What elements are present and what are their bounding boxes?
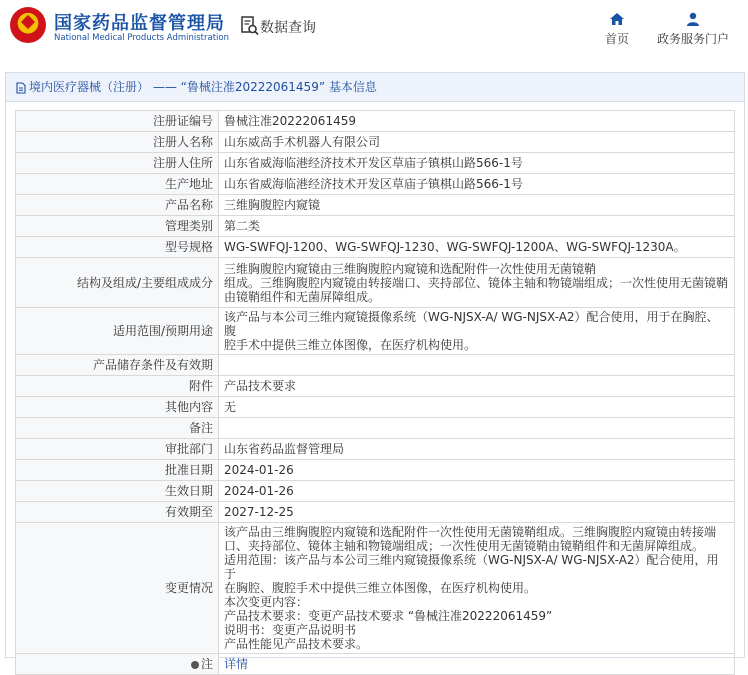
field-value: 2024-01-26 [219,460,735,481]
table-row [16,355,735,376]
field-label: 生效日期 [16,481,219,502]
field-label: 适用范围/预期用途 [16,308,219,355]
national-emblem-logo[interactable] [10,7,46,43]
registration-info-table [15,110,735,675]
field-label: 型号规格 [16,237,219,258]
field-label: 附件 [16,376,219,397]
table-row [16,174,735,195]
nav-home[interactable] [600,12,634,47]
lightbulb-icon [191,661,199,669]
table-row [16,237,735,258]
field-label: 变更情况 [16,523,219,654]
field-value: 鲁械注准20222061459 [219,111,735,132]
table-row [16,418,735,439]
field-value: 第二类 [219,216,735,237]
field-value: 产品技术要求 [219,376,735,397]
field-label: 审批部门 [16,439,219,460]
details-link[interactable]: 详情 [224,657,249,671]
table-row [16,258,735,308]
field-label: 其他内容 [16,397,219,418]
field-value: 2024-01-26 [219,481,735,502]
table-row [16,308,735,355]
field-label: 备注 [16,418,219,439]
user-icon [685,12,701,26]
table-row [16,153,735,174]
nav-gov-label: 政务服务门户 [656,32,729,46]
field-label: 注册证编号 [16,111,219,132]
field-value: 山东威高手术机器人有限公司 [219,132,735,153]
table-row [16,111,735,132]
field-label: 注册人住所 [16,153,219,174]
field-label: 有效期至 [16,502,219,523]
table-row [16,216,735,237]
table-row [16,481,735,502]
field-value: 2027-12-25 [219,502,735,523]
field-value: 三维胸腹腔内窥镜由三维胸腹腔内窥镜和选配附件一次性使用无菌镜鞘 组成。三维胸腹腔内窥镜由转接端口、夹持部位、镜体主轴和物镜端组成；一次性使用无菌镜鞘 由镜鞘组件和无菌屏障组成。 [219,258,735,308]
card-title: 境内医疗器械（注册） —— “鲁械注准20222061459” 基本信息 [29,80,377,94]
home-icon [609,12,625,26]
field-value [219,355,735,376]
table-row [16,460,735,481]
site-header [0,0,748,56]
field-value [219,418,735,439]
table-row [16,439,735,460]
field-value: 无 [219,397,735,418]
nav-gov-portal[interactable] [654,12,732,47]
field-value: 山东省威海临港经济技术开发区草庙子镇棋山路566-1号 [219,174,735,195]
field-label: 生产地址 [16,174,219,195]
data-query-label[interactable]: 数据查询 [260,20,316,36]
note-label: 注 [200,657,213,671]
field-label: 注册人名称 [16,132,219,153]
field-value: 该产品与本公司三维内窥镜摄像系统（WG-NJSX-A/ WG-NJSX-A2）配合使用，用于在胸腔、腹 腔手术中提供三维立体图像，在医疗机构使用。 [219,308,735,355]
field-value: 山东省威海临港经济技术开发区草庙子镇棋山路566-1号 [219,153,735,174]
table-row [16,397,735,418]
table-row [16,195,735,216]
field-value: 山东省药品监督管理局 [219,439,735,460]
field-value: WG-SWFQJ-1200、WG-SWFQJ-1230、WG-SWFQJ-1200A、WG-SWFQJ-1230A。 [219,237,735,258]
brand-name-en[interactable]: National Medical Products Administration [54,33,229,43]
brand-name-cn[interactable]: 国家药品监督管理局 [54,13,225,34]
table-row [16,132,735,153]
field-label: 批准日期 [16,460,219,481]
card-header [6,73,744,102]
data-query-icon[interactable] [241,16,259,36]
field-label: 产品储存条件及有效期 [16,355,219,376]
field-label: 产品名称 [16,195,219,216]
field-value: 三维胸腹腔内窥镜 [219,195,735,216]
table-row [16,523,735,654]
field-value: 该产品由三维胸腹腔内窥镜和选配附件一次性使用无菌镜鞘组成。三维胸腹腔内窥镜由转接端 口、夹持部位、镜体主轴和物镜端组成；一次性使用无菌镜鞘由镜鞘组件和无菌屏障组成。 适用范围：该产品与本公司三维内窥镜摄像系统（WG-NJSX-A/ WG-NJSX-A2）配合使用，用于 在胸腔、腹腔手术中提供三维立体图像，在医疗机构使用。 本次变更内容： 产品技术要求：变更产品技术要求 “鲁械注准20222061459” 说明书：变更产品说明书 产品性能见产品技术要求。 [219,523,735,654]
document-icon [16,82,26,94]
field-label: 管理类别 [16,216,219,237]
table-row [16,376,735,397]
table-row [16,502,735,523]
field-label: 结构及组成/主要组成成分 [16,258,219,308]
detail-card [5,72,745,671]
nav-home-label: 首页 [604,32,629,46]
